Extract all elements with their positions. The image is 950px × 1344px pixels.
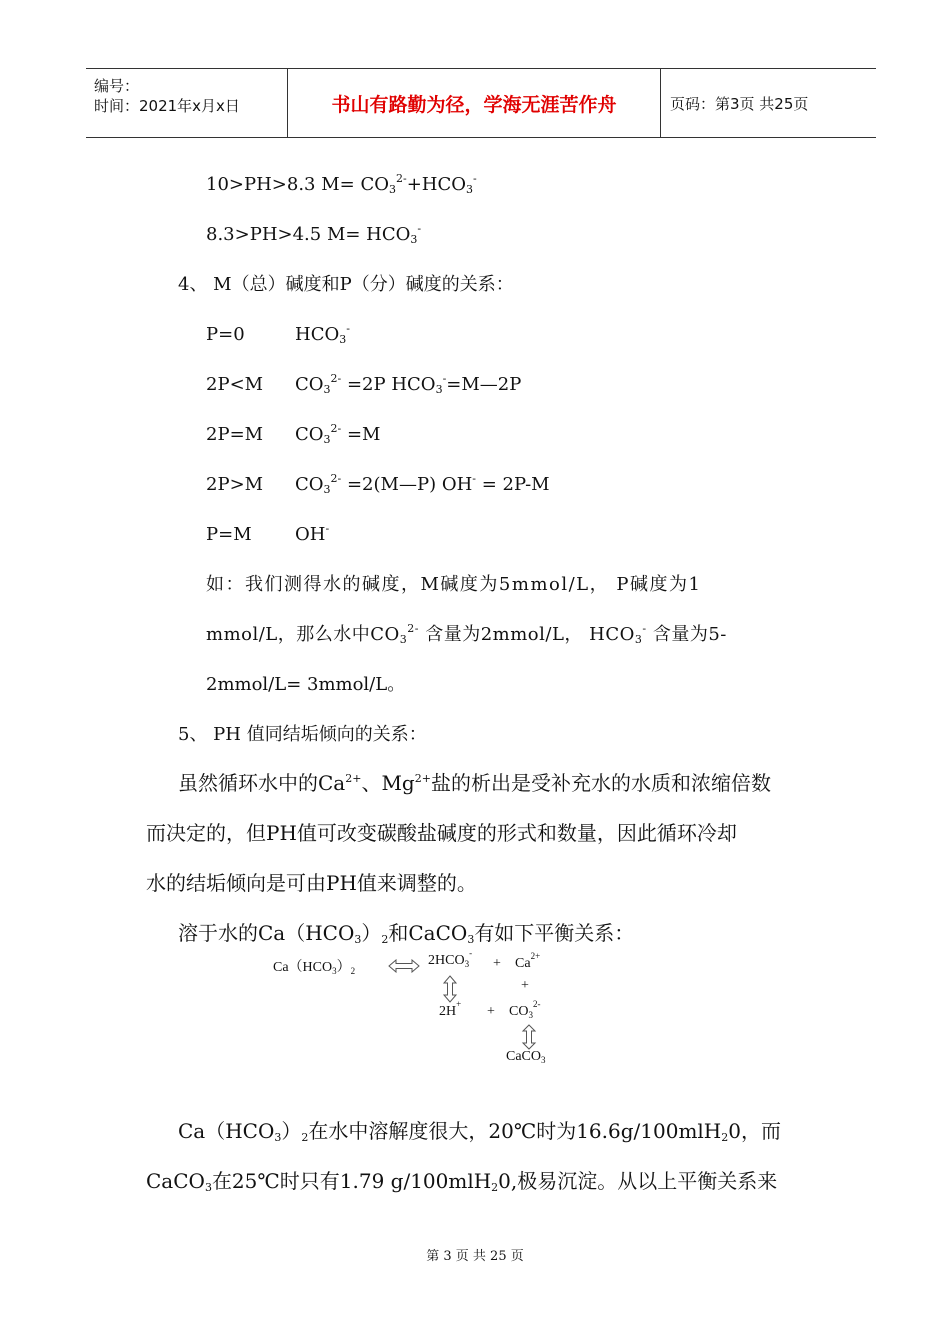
motto: 书山有路勤为径，学海无涯苦作舟 — [287, 69, 661, 137]
paragraph-line-6: CaCO$_3$在25℃时只有1.79 g/100mlH$_2$0,极易沉淀。从以上平衡关系来 — [146, 1169, 778, 1194]
relation-row-3: 2P=M $CO_3^{2-} =M$ — [206, 422, 381, 446]
diagram-2h-ion: 2H+ — [439, 999, 462, 1019]
double-arrow-vertical-icon — [521, 1024, 537, 1050]
ph-range-line-2: 8.3>PH>4.5 $M= HCO_3^-$ — [206, 222, 422, 246]
page-footer: 第 3 页 共 25 页 — [426, 1249, 524, 1264]
example-line-1: 如：我们测得水的碱度，M碱度为5mmol/L， P碱度为1 — [206, 574, 702, 595]
diagram-ca-hco3-2: $Ca(HCO_3)_2$ — [273, 960, 356, 976]
section-4-heading: 4、 M（总）碱度和P（分）碱度的关系： — [178, 274, 514, 295]
paragraph-line-2: 而决定的，但PH值可改变碳酸盐碱度的形式和数量，因此循环冷却 — [146, 821, 737, 845]
relation-row-4: 2P>M $CO_3^{2-}$ =2(M—P) OH- = 2P-M — [206, 472, 550, 496]
diagram-caco3: CaCO$_3$ — [506, 1049, 546, 1065]
diagram-co3-ion: $CO_3^{2-}$ — [509, 999, 541, 1020]
page-info: 页码：第3页 共25页 — [670, 94, 809, 113]
relation-row-5: P=M OH- — [206, 522, 330, 545]
diagram-plus-3: + — [487, 1004, 495, 1019]
double-arrow-horizontal-icon — [388, 959, 420, 973]
page-header — [86, 68, 876, 138]
diagram-plus-1: + — [493, 956, 501, 971]
diagram-ca-ion: $Ca^{2+}$ — [515, 951, 541, 971]
paragraph-line-1: 虽然循环水中的$Ca^{2+}$、$Mg^{2+}$盐的析出是受补充水的水质和浓缩倍数 — [178, 771, 771, 795]
number-label: 编号： — [94, 77, 140, 95]
paragraph-line-5: $Ca(HCO_3)_2$在水中溶解度很大，20℃时为16.6g/100mlH$_2$0，而 — [178, 1119, 781, 1144]
diagram-plus-2: + — [521, 978, 529, 993]
paragraph-line-3: 水的结垢倾向是可由PH值来调整的。 — [146, 871, 477, 895]
header-left-cell — [86, 69, 287, 137]
ph-range-line-1: 10>PH>8.3 $M= CO_3^{2-}+HCO_3^-$ — [206, 172, 477, 196]
paragraph-line-4: 溶于水的$Ca(HCO_3)_2$和CaCO$_3$有如下平衡关系： — [178, 921, 635, 946]
relation-row-2: 2P<M $CO_3^{2-} =2P$ $HCO_3^-=M—2P$ — [206, 372, 522, 396]
relation-row-1: P=0 $HCO_3^-$ — [206, 322, 350, 346]
example-line-2: mmol/L，那么水中$CO_3^{2-}$ 含量为2mmol/L， $HCO_3^-$ 含量为5- — [206, 622, 727, 646]
section-5-heading: 5、 PH 值同结垢倾向的关系： — [178, 724, 427, 745]
diagram-2hco3: $2HCO_3^-$ — [428, 948, 473, 969]
example-line-3: 2mmol/L= 3mmol/L。 — [206, 674, 406, 695]
time-label: 时间：2021年x月x日 — [94, 97, 240, 115]
